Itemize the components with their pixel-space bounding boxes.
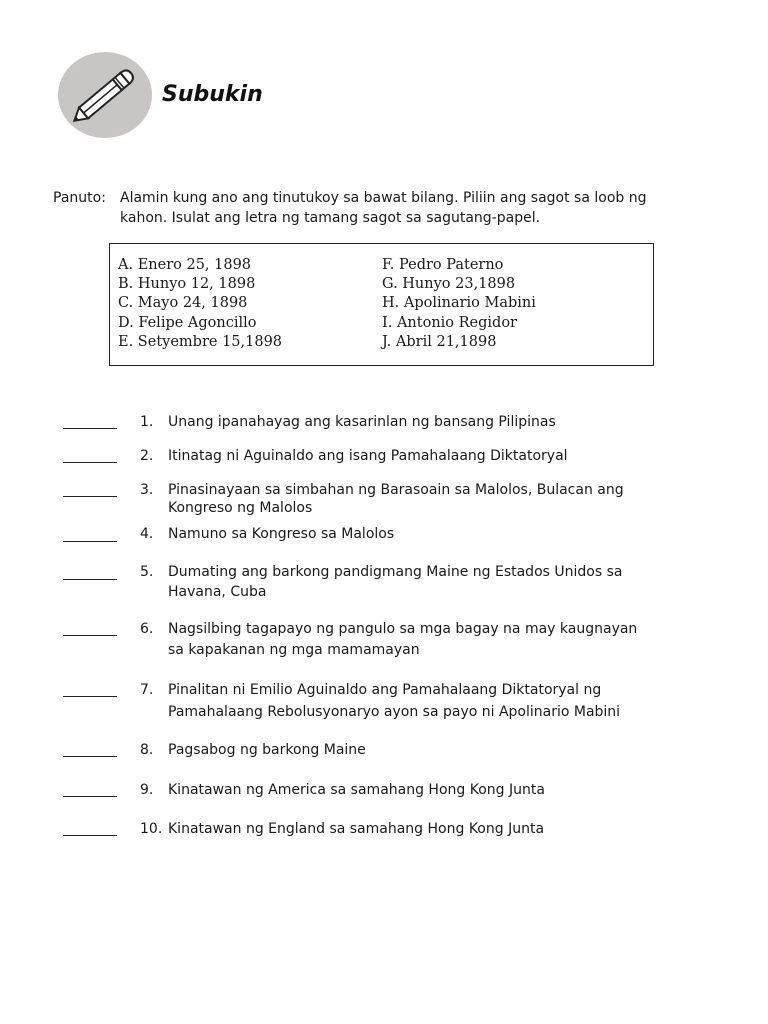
question-number: 9.: [140, 782, 154, 798]
choice-e: E. Setyembre 15,1898: [118, 334, 283, 350]
question-number: 2.: [140, 448, 154, 464]
question-text-line-1: Nagsilbing tagapayo ng pangulo sa mga bagay na may kaugnayan: [168, 621, 638, 637]
answer-blank[interactable]: [63, 462, 117, 463]
choice-d: D. Felipe Agoncillo: [118, 315, 257, 331]
question-text: Kinatawan ng England sa samahang Hong Kong Junta: [168, 821, 545, 837]
choice-i: I. Antonio Regidor: [382, 315, 517, 331]
answer-blank[interactable]: [63, 796, 117, 797]
answer-blank[interactable]: [63, 579, 117, 580]
question-text: Itinatag ni Aguinaldo ang isang Pamahalaang Diktatoryal: [168, 448, 568, 464]
question-number: 3.: [140, 482, 154, 498]
question-text: Pagsabog ng barkong Maine: [168, 742, 366, 758]
choice-j: J. Abril 21,1898: [382, 334, 497, 350]
question-text-line-1: Pinasinayaan sa simbahan ng Barasoain sa Malolos, Bulacan ang: [168, 482, 624, 498]
choice-h: H. Apolinario Mabini: [382, 295, 536, 311]
choice-a: A. Enero 25, 1898: [118, 257, 252, 273]
answer-blank[interactable]: [63, 756, 117, 757]
question-text-line-2: Havana, Cuba: [168, 584, 267, 600]
section-icon-badge: [58, 52, 152, 138]
section-title: Subukin: [162, 82, 263, 107]
question-text: Unang ipanahayag ang kasarinlan ng bansang Pilipinas: [168, 414, 556, 430]
question-number: 1.: [140, 414, 154, 430]
choice-f: F. Pedro Paterno: [382, 257, 504, 273]
choice-c: C. Mayo 24, 1898: [118, 295, 248, 311]
question-text-line-2: sa kapakanan ng mga mamamayan: [168, 642, 420, 658]
answer-blank[interactable]: [63, 635, 117, 636]
instructions-line-1: Alamin kung ano ang tinutukoy sa bawat bilang. Piliin ang sagot sa loob ng: [120, 190, 647, 206]
question-number: 10.: [140, 821, 163, 837]
instructions: [53, 188, 723, 228]
choice-b: B. Hunyo 12, 1898: [118, 276, 256, 292]
question-text-line-1: Pinalitan ni Emilio Aguinaldo ang Pamahalaang Diktatoryal ng: [168, 682, 602, 698]
answer-blank[interactable]: [63, 835, 117, 836]
question-number: 7.: [140, 682, 154, 698]
question-text-line-2: Kongreso ng Malolos: [168, 500, 313, 516]
answer-blank[interactable]: [63, 696, 117, 697]
question-number: 5.: [140, 564, 154, 580]
question-number: 4.: [140, 526, 154, 542]
instructions-line-2: kahon. Isulat ang letra ng tamang sagot sa sagutang-papel.: [120, 210, 541, 226]
question-number: 8.: [140, 742, 154, 758]
question-text-line-1: Dumating ang barkong pandigmang Maine ng Estados Unidos sa: [168, 564, 623, 580]
pencil-icon: [58, 52, 152, 138]
answer-blank[interactable]: [63, 496, 117, 497]
answer-choices-box: [109, 243, 654, 366]
question-text-line-2: Pamahalaang Rebolusyonaryo ayon sa payo ni Apolinario Mabini: [168, 704, 621, 720]
answer-blank[interactable]: [63, 428, 117, 429]
question-text: Namuno sa Kongreso sa Malolos: [168, 526, 395, 542]
question-number: 6.: [140, 621, 154, 637]
answer-blank[interactable]: [63, 541, 117, 542]
choice-g: G. Hunyo 23,1898: [382, 276, 516, 292]
instructions-label: Panuto:: [53, 190, 106, 206]
question-text: Kinatawan ng America sa samahang Hong Kong Junta: [168, 782, 545, 798]
